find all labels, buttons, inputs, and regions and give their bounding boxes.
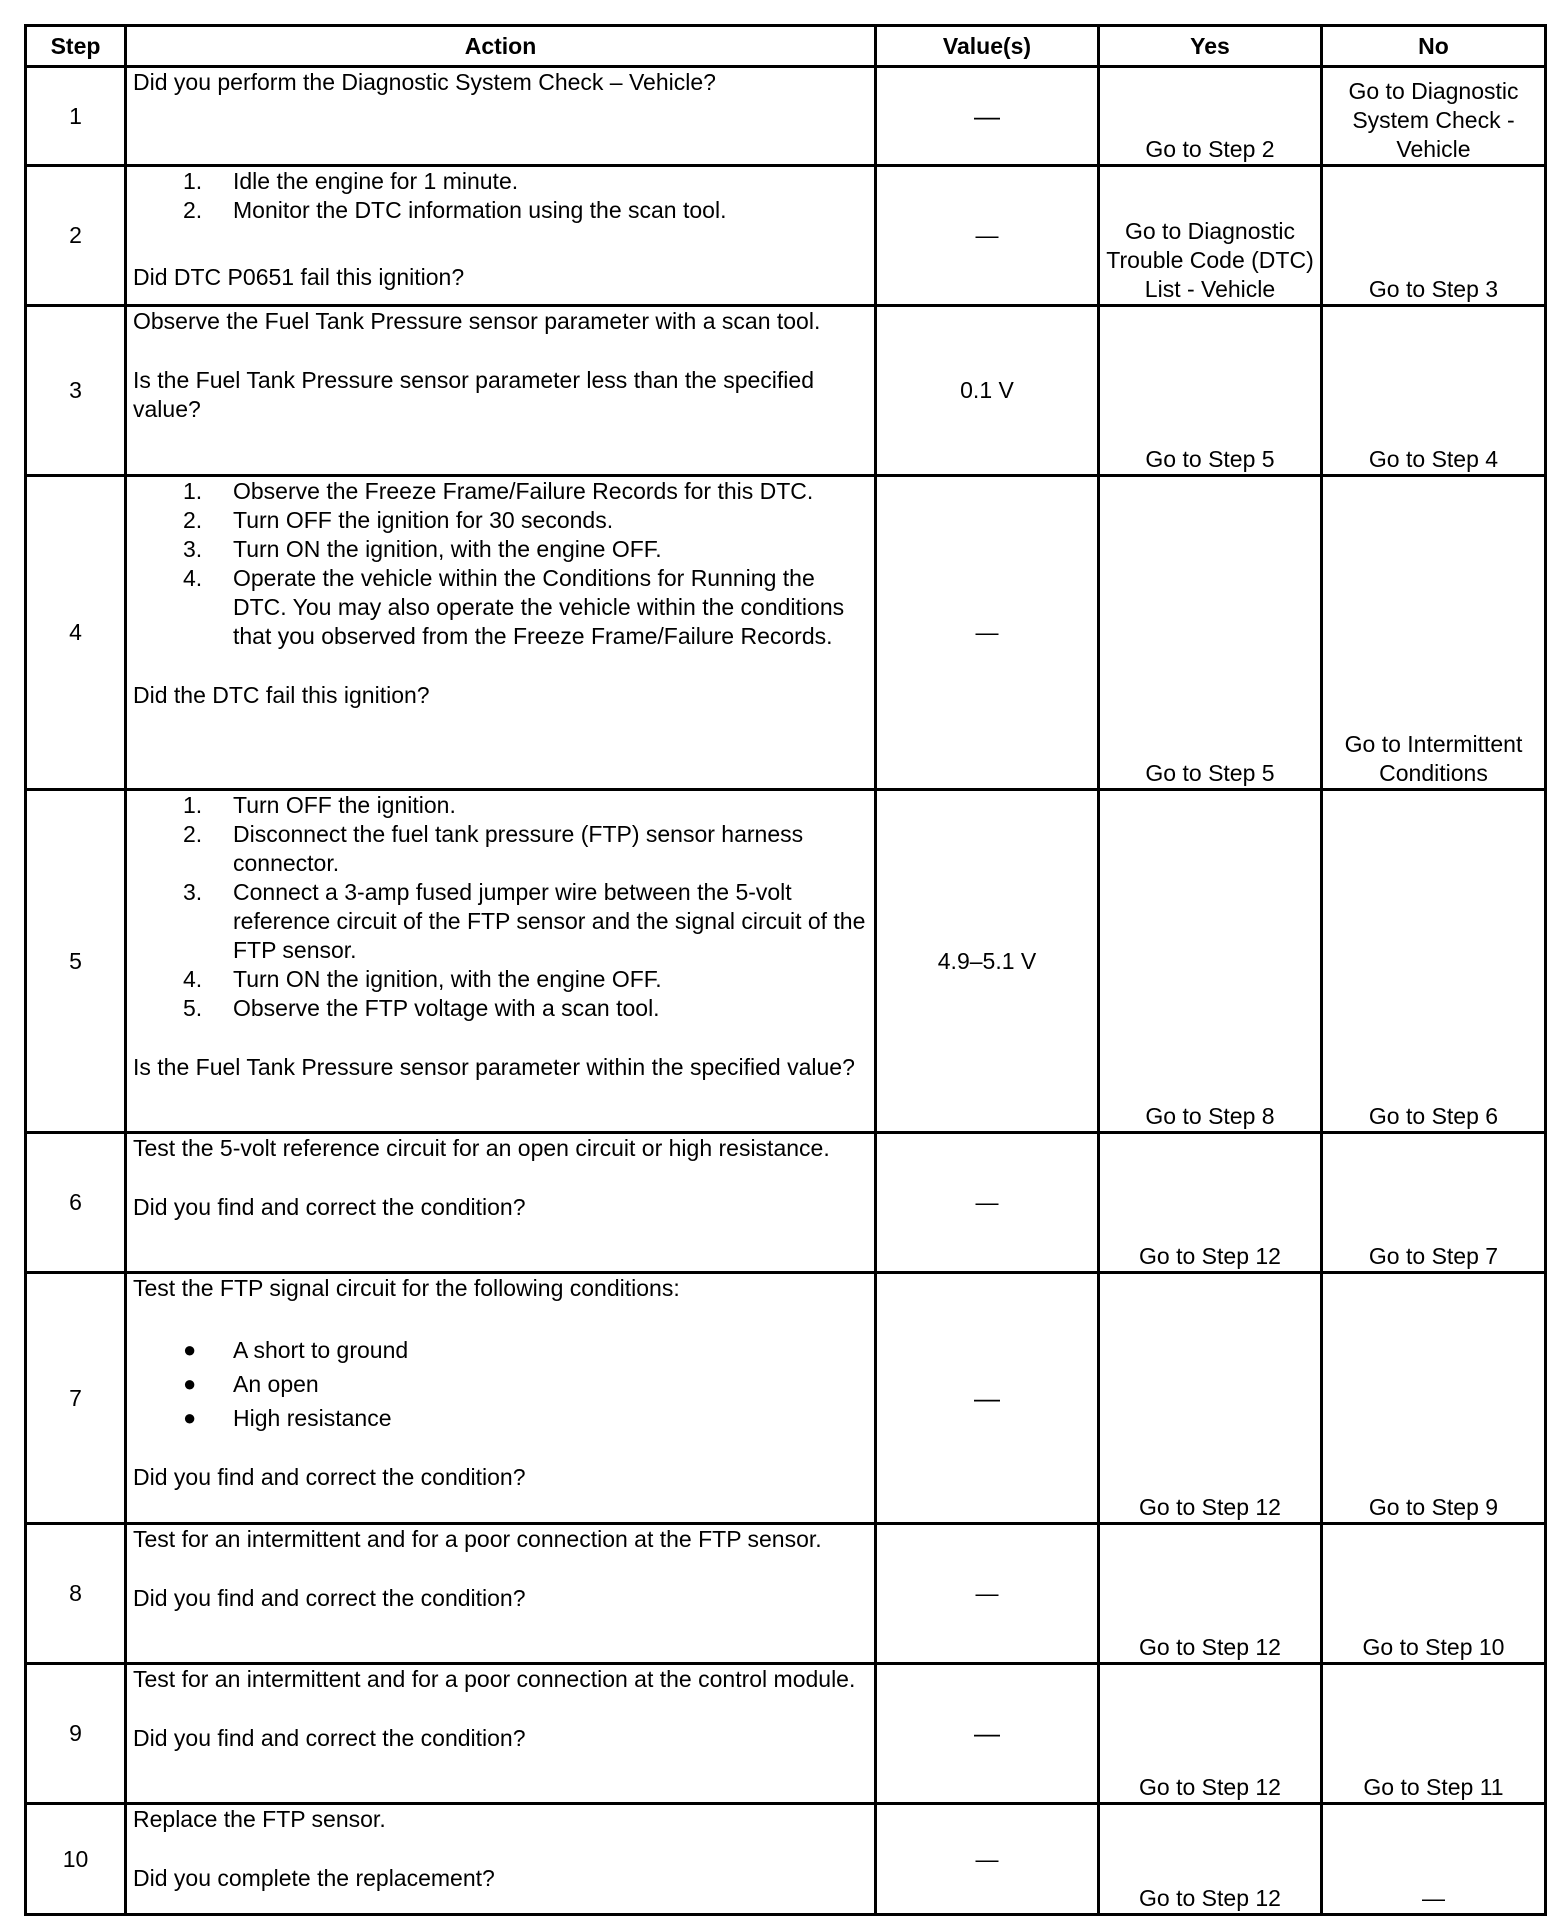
no-cell: Go to Step 10 bbox=[1322, 1524, 1546, 1664]
action-cell bbox=[126, 1664, 876, 1804]
action-steps bbox=[133, 791, 868, 1023]
value-cell: — bbox=[876, 1273, 1099, 1524]
action-question: Did you find and correct the condition? bbox=[133, 1585, 526, 1611]
action-step: 3. Connect a 3-amp fused jumper wire between the 5-volt reference circuit of the FTP sensor and the signal circuit of the FTP sensor. bbox=[183, 879, 866, 963]
value-cell: — bbox=[876, 166, 1099, 306]
yes-cell: Go to Step 8 bbox=[1099, 790, 1322, 1133]
yes-cell: Go to Step 12 bbox=[1099, 1133, 1322, 1273]
action-steps bbox=[133, 167, 868, 225]
header-action: Action bbox=[126, 26, 876, 67]
action-cell bbox=[126, 1133, 876, 1273]
action-cell bbox=[126, 1804, 876, 1915]
yes-cell: Go to Step 12 bbox=[1099, 1664, 1322, 1804]
table-row bbox=[26, 1133, 1546, 1273]
action-text: Observe the Fuel Tank Pressure sensor parameter with a scan tool. bbox=[133, 308, 821, 334]
action-step: 4. Turn ON the ignition, with the engine OFF. bbox=[183, 966, 662, 992]
table-row bbox=[26, 1524, 1546, 1664]
action-cell bbox=[126, 166, 876, 306]
value-cell: — bbox=[876, 67, 1099, 166]
table-row bbox=[26, 166, 1546, 306]
step-number: 6 bbox=[26, 1133, 126, 1273]
table-row bbox=[26, 1664, 1546, 1804]
no-cell: Go to Diagnostic System Check - Vehicle bbox=[1322, 67, 1546, 166]
action-step: 1. Idle the engine for 1 minute. bbox=[183, 168, 519, 194]
header-values: Value(s) bbox=[876, 26, 1099, 67]
action-cell bbox=[126, 476, 876, 790]
action-text: Test the 5-volt reference circuit for an open circuit or high resistance. bbox=[133, 1135, 830, 1161]
list-item: ● High resistance bbox=[183, 1405, 392, 1431]
action-question: Is the Fuel Tank Pressure sensor parameter within the specified value? bbox=[133, 1054, 855, 1080]
action-step: 2. Turn OFF the ignition for 30 seconds. bbox=[183, 507, 614, 533]
diagnostic-table bbox=[24, 24, 1547, 1916]
value-cell: — bbox=[876, 1664, 1099, 1804]
table-row bbox=[26, 1804, 1546, 1915]
table-row bbox=[26, 790, 1546, 1133]
action-step: 3. Turn ON the ignition, with the engine OFF. bbox=[183, 536, 662, 562]
yes-cell: Go to Diagnostic Trouble Code (DTC) List - Vehicle bbox=[1099, 166, 1322, 306]
header-yes: Yes bbox=[1099, 26, 1322, 67]
table-row bbox=[26, 67, 1546, 166]
yes-cell: Go to Step 5 bbox=[1099, 476, 1322, 790]
action-cell bbox=[126, 1273, 876, 1524]
value-cell: — bbox=[876, 1133, 1099, 1273]
no-cell: Go to Step 11 bbox=[1322, 1664, 1546, 1804]
action-text: Test for an intermittent and for a poor connection at the FTP sensor. bbox=[133, 1526, 822, 1552]
header-step: Step bbox=[26, 26, 126, 67]
yes-cell: Go to Step 12 bbox=[1099, 1273, 1322, 1524]
step-number: 4 bbox=[26, 476, 126, 790]
action-step: 2. Monitor the DTC information using the scan tool. bbox=[183, 197, 727, 223]
no-cell: Go to Step 3 bbox=[1322, 166, 1546, 306]
value-cell: 4.9–5.1 V bbox=[876, 790, 1099, 1133]
step-number: 3 bbox=[26, 306, 126, 476]
table-row bbox=[26, 1273, 1546, 1524]
action-question: Did you complete the replacement? bbox=[133, 1865, 495, 1891]
header-row bbox=[26, 26, 1546, 67]
action-cell bbox=[126, 306, 876, 476]
no-cell: — bbox=[1322, 1804, 1546, 1915]
action-text: Test the FTP signal circuit for the following conditions: bbox=[133, 1275, 680, 1301]
step-number: 8 bbox=[26, 1524, 126, 1664]
step-number: 1 bbox=[26, 67, 126, 166]
yes-cell: Go to Step 2 bbox=[1099, 67, 1322, 166]
action-question: Is the Fuel Tank Pressure sensor parameter less than the specified value? bbox=[133, 367, 814, 422]
action-question: Did you find and correct the condition? bbox=[133, 1725, 526, 1751]
action-question: Did you find and correct the condition? bbox=[133, 1464, 526, 1490]
list-item: ● A short to ground bbox=[183, 1337, 409, 1363]
step-number: 9 bbox=[26, 1664, 126, 1804]
yes-cell: Go to Step 12 bbox=[1099, 1804, 1322, 1915]
action-step: 2. Disconnect the fuel tank pressure (FTP) sensor harness connector. bbox=[183, 821, 804, 876]
step-number: 10 bbox=[26, 1804, 126, 1915]
no-cell: Go to Intermittent Conditions bbox=[1322, 476, 1546, 790]
action-step: 1. Observe the Freeze Frame/Failure Records for this DTC. bbox=[183, 478, 814, 504]
value-cell: 0.1 V bbox=[876, 306, 1099, 476]
action-cell bbox=[126, 790, 876, 1133]
yes-cell: Go to Step 12 bbox=[1099, 1524, 1322, 1664]
value-cell: — bbox=[876, 1524, 1099, 1664]
yes-cell: Go to Step 5 bbox=[1099, 306, 1322, 476]
step-number: 5 bbox=[26, 790, 126, 1133]
step-number: 2 bbox=[26, 166, 126, 306]
table-row bbox=[26, 306, 1546, 476]
action-step: 1. Turn OFF the ignition. bbox=[183, 792, 456, 818]
condition-list bbox=[133, 1333, 868, 1435]
list-item: ● An open bbox=[183, 1371, 319, 1397]
no-cell: Go to Step 7 bbox=[1322, 1133, 1546, 1273]
action-text: Replace the FTP sensor. bbox=[133, 1806, 386, 1832]
header-no: No bbox=[1322, 26, 1546, 67]
no-cell: Go to Step 9 bbox=[1322, 1273, 1546, 1524]
no-cell: Go to Step 4 bbox=[1322, 306, 1546, 476]
action-cell bbox=[126, 1524, 876, 1664]
action-question: Did you find and correct the condition? bbox=[133, 1194, 526, 1220]
action-question: Did the DTC fail this ignition? bbox=[133, 682, 430, 708]
action-text: Did you perform the Diagnostic System Check – Vehicle? bbox=[133, 69, 716, 95]
value-cell: — bbox=[876, 1804, 1099, 1915]
step-number: 7 bbox=[26, 1273, 126, 1524]
no-cell: Go to Step 6 bbox=[1322, 790, 1546, 1133]
action-text: Test for an intermittent and for a poor connection at the control module. bbox=[133, 1666, 856, 1692]
action-cell bbox=[126, 67, 876, 166]
action-step: 4. Operate the vehicle within the Conditions for Running the DTC. You may also operate the vehicle within the conditions that you observed from the Freeze Frame/Failure Records. bbox=[183, 565, 845, 649]
action-steps bbox=[133, 477, 868, 651]
action-step: 5. Observe the FTP voltage with a scan tool. bbox=[183, 995, 660, 1021]
action-question: Did DTC P0651 fail this ignition? bbox=[133, 264, 465, 290]
value-cell: — bbox=[876, 476, 1099, 790]
table-row bbox=[26, 476, 1546, 790]
